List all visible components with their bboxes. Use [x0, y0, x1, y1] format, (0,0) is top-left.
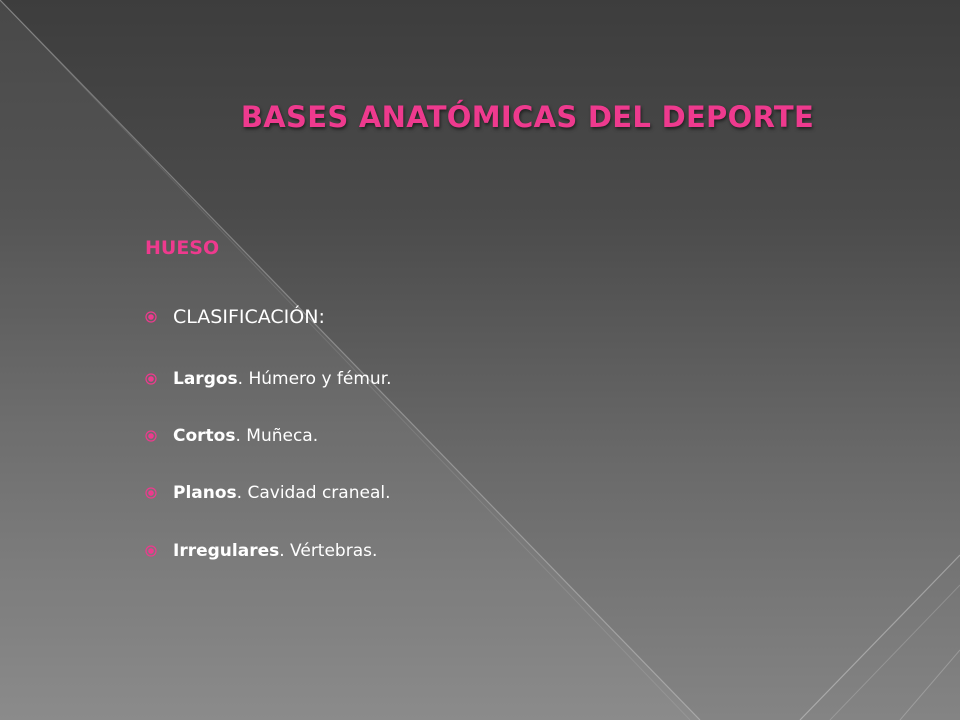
list-item-classification: [145, 306, 325, 328]
radio-bullet-icon: [145, 487, 157, 499]
radio-bullet-icon: [145, 373, 157, 385]
item-description: Vértebras.: [290, 541, 378, 561]
item-term: Largos: [173, 369, 238, 389]
item-separator: .: [237, 369, 249, 389]
item-description: Muñeca.: [246, 426, 319, 446]
item-separator: .: [236, 483, 248, 503]
item-term: Cortos: [173, 426, 236, 446]
list-item: [145, 369, 392, 389]
section-heading: HUESO: [145, 237, 220, 259]
item-term: Irregulares: [173, 541, 280, 561]
item-description: Húmero y fémur.: [248, 369, 392, 389]
list-item: [145, 426, 318, 446]
item-separator: .: [235, 426, 247, 446]
item-description: Cavidad craneal.: [247, 483, 391, 503]
list-item: [145, 541, 377, 561]
item-separator: .: [279, 541, 291, 561]
list-item: [145, 483, 391, 503]
slide-title: BASES ANATÓMICAS DEL DEPORTE: [240, 100, 815, 134]
radio-bullet-icon: [145, 311, 157, 323]
radio-bullet-icon: [145, 545, 157, 557]
radio-bullet-icon: [145, 430, 157, 442]
classification-label: CLASIFICACIÓN:: [173, 306, 325, 328]
item-term: Planos: [173, 483, 237, 503]
